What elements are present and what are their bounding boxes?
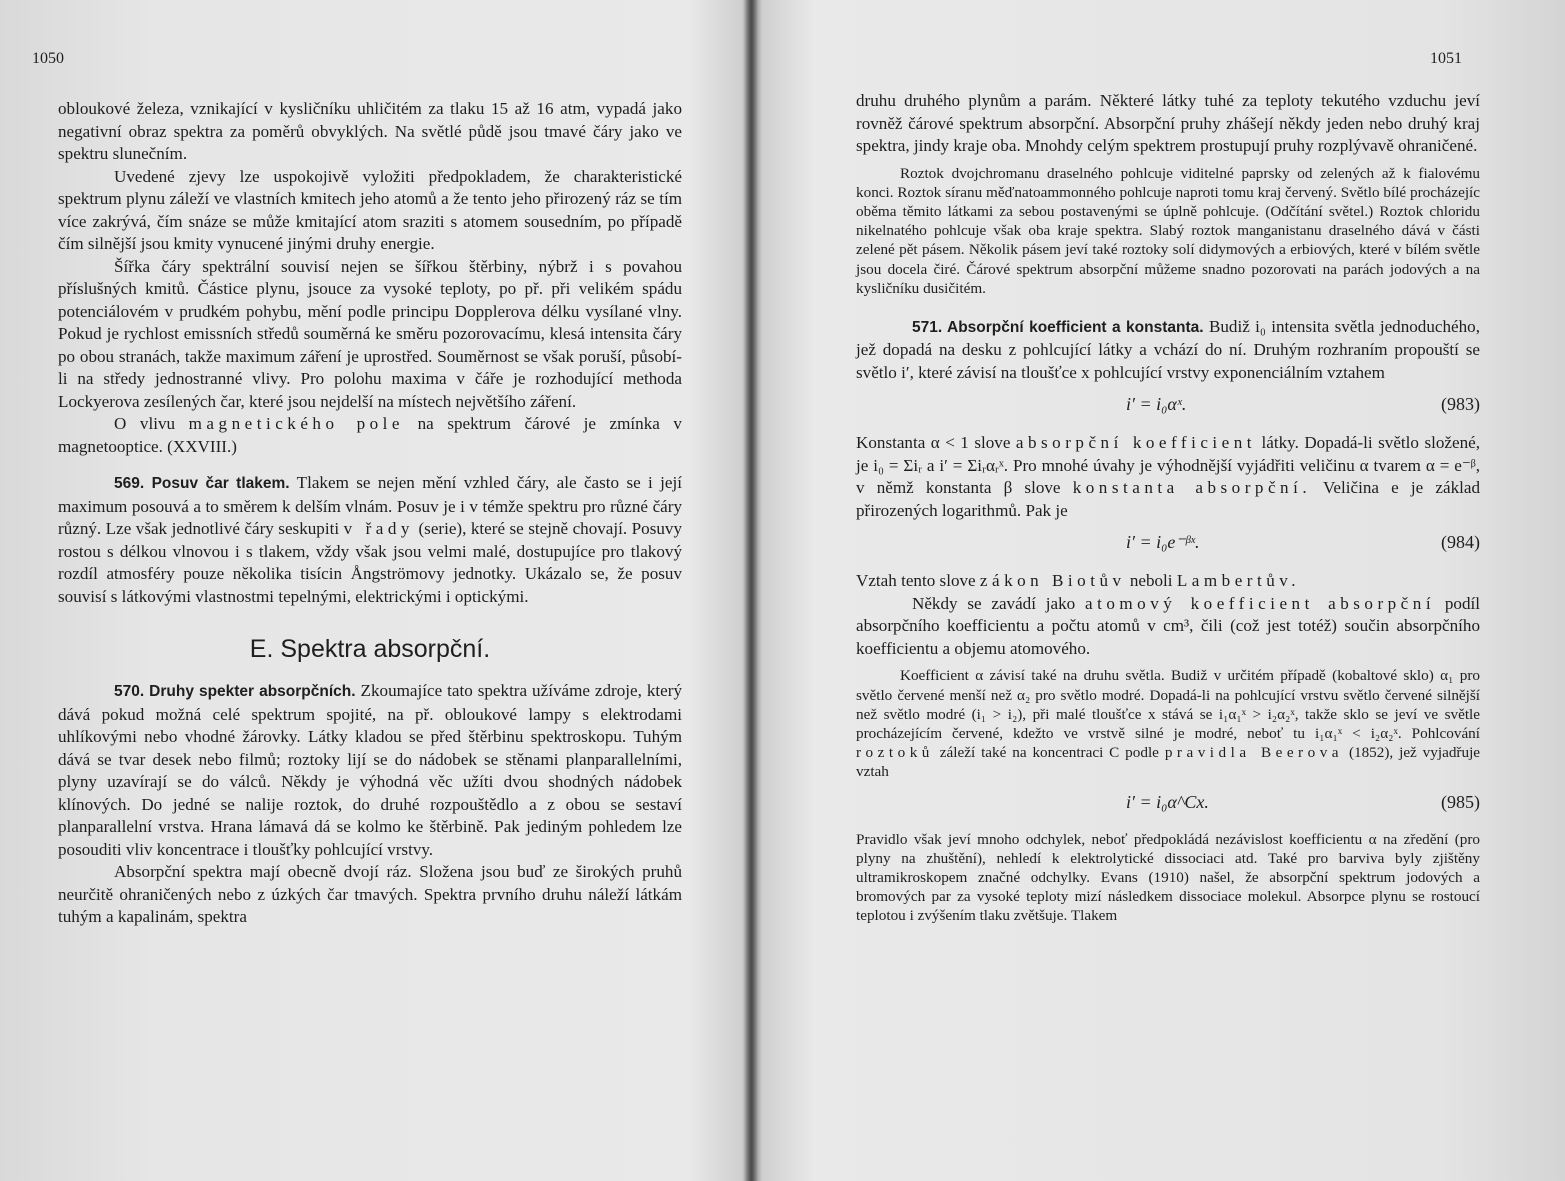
equation-number: (985) (1441, 791, 1480, 812)
paragraph: Někdy se zavádí jako atomový koefficient absorpční podíl absorpčního koefficientu a počtu atomů v cm³, čili (což jest totéž) součin absorpčního koefficientu a objemu atomového. (856, 593, 1481, 658)
paragraph: Vztah tento slove zákon Biotův neboli Lambertův. (856, 571, 1301, 591)
book-gutter (744, 0, 758, 1181)
spaced-term: absorpční koefficient (1015, 433, 1257, 453)
left-page-number: 1050 (32, 50, 64, 67)
equation-985 (856, 786, 1480, 822)
paragraph: O vlivu magnetického pole na spektrum čárové je zmínka v magnetooptice. (XXVIII.) (58, 414, 682, 456)
paragraph: Roztok dvojchromanu draselného pohlcuje viditelné paprsky od zelených až k fialovému konci. Roztok síranu měďnatoammonného pohlcuje naproti tomu kraj červený. Světlo bílé procházejíc oběma těmito látkami za sebou postavenými se úplně pohlcuje. (Odčítání světel.) Roztok chloridu nikelnatého pohlcuje však oba kraje spektra. Slabý roztok manganistanu draselného dává v části zelené pět pásem. Několik pásem jeví také roztoky solí didymových a erbiových, které v bílém světle jsou docela čiré. Čárové spektrum absorpční můžeme snadno pozorovati na parách jodových a na kysličníku dusičitém. (856, 164, 1480, 297)
spaced-term: roztoků (856, 744, 934, 762)
left-text-column (58, 98, 682, 929)
chapter-heading: E. Spektra absorpční. (249, 635, 491, 663)
section-569: 569. Posuv čar tlakem. Tlakem se nejen mění vzhled čáry, ale často se i její maximum posouvá a to směrem k delším vlnám. Posuv je i v témže spektru pro různé čáry různý. Lze však jednotlivé čáry seskupiti v řady (serie), které se stejně chovají. Posuvy rostou s délkou vlnovou i s tlakem, vždy však jsou velmi malé, dostupujíce pro tlakový rozdíl atmosféry pouze několika tisícin Ångströmovy jednotky. Ukázalo se, že posuv souvisí s látkovými vlastnostmi tepelnými, elektrickými i optickými. (58, 473, 683, 606)
right-page (758, 0, 1565, 1181)
section-571: 571. Absorpční koefficient a konstanta. Budiž i₀ intensita světla jednoduchého, jež dopadá na desku z pohlcující látky a vchází do ní. Druhým rozhraním propouští se světlo i′, které závisí na tloušťce x pohlcující vrstvy exponenciálním vztahem (856, 316, 1480, 382)
paragraph: druhu druhého plynům a parám. Některé látky tuhé za teploty tekutého vzduchu jeví rovněž čárové spektrum absorpční. Absorpční pruhy zhášejí někdy jeden nebo druhý kraj spektra, jindy kraje oba. Mnohdy celým spektrem prostupují pruhy rozplývavě ohraničené. (856, 91, 1480, 155)
equation-number: (983) (1441, 394, 1480, 415)
paragraph: Šířka čáry spektrální souvisí nejen se šířkou štěrbiny, nýbrž i s povahou příslušných kmitů. Částice plynu, jsouce za vysoké teploty, po př. při velikém spádu potenciálovém v prudkém pohybu, mění podle principu Dopplerova délku vysílané vlny. Pokud je rychlost emissních středů souměrná ke směru pozorovacímu, klesá intensita čáry po obou stranách, takže maximum záření je uprostřed. Souměrnost se však poruší, působí-li na středy jednostranné vlivy. Pro polohu maxima v čáře je rozhodující methoda Lockyerova zesílených čar, které jsou nejdelší na místech největšího záření. (58, 256, 682, 411)
spaced-term: magnetického pole (188, 414, 405, 433)
equation-984 (856, 526, 1480, 562)
small-print-block (856, 164, 1480, 298)
right-page-number: 1051 (1430, 50, 1462, 67)
spaced-term: konstanta absorpční. (1072, 478, 1312, 498)
paragraph: Pravidlo však jeví mnoho odchylek, neboť předpokládá nezávislost koefficientu α na zředění (pro plyny na zhuštění), nehledí k elektrolytické dissociaci atd. Také pro barviva byly zjištěny ultramikroskopem značné odchylky. Evans (1910) našel, že absorpční spektrum jodových a bromových par za vysoké teploty mizí následkem dissociace molekul. Absorpce plynu se rostoucí teplotou i zvýšením tlaku zvětšuje. Tlakem (856, 830, 1480, 925)
section-heading: 571. Absorpční koefficient a konstanta. (912, 318, 1204, 336)
small-print-block (856, 666, 1480, 925)
spaced-term: v řady (343, 519, 414, 538)
paragraph: obloukové železa, vznikající v kysličníku uhličitém za tlaku 15 až 16 atm, vypadá jako negativní obraz spektra za poměrů obvyklých. Na světlé půdě jsou tmavé čáry jako ve spektru slunečním. (58, 99, 682, 163)
paragraph: Koefficient α závisí také na druhu světla. Budiž v určitém případě (kobaltové sklo) α₁ pro světlo červené menší než α₂ pro světlo modré. Dopadá-li na pohlcující vrstvu světlo červené silnější než světlo modré (i₁ > i₂), při malé tloušťce x stává se i₁α₁ˣ > i₂α₂ˣ, takže sklo se jeví ve světle procházejícím červené, kdežto ve vrstvě silné je modré, neboť tu i₁α₁ˣ < i₂α₂ˣ. Pohlcování roztoků záleží také na koncentraci C podle pravidla Beerova (1852), jež vyjadřuje vztah (856, 667, 1481, 781)
paragraph: Absorpční spektra mají obecně dvojí ráz. Složena jsou buď ze širokých pruhů neurčitě ohraničených nebo z úzkých čar tmavých. Spektra prvního druhu náleží látkám tuhým a kapalinám, spektra (58, 862, 682, 926)
spaced-term: atomový koefficient absorpční (1085, 593, 1436, 613)
equation-formula: i′ = i₀αˣ. (1126, 394, 1187, 415)
equation-983 (856, 388, 1480, 424)
equation-formula: i′ = i₀α^Cx. (1126, 791, 1209, 812)
paragraph: Uvedené zjevy lze uspokojivě vyložiti předpokladem, že charakteristické spektrum plynu záleží ve vlastních kmitech jeho atomů a že tento jeho přirozený ráz se tím více zakrývá, čím snáze se může kmitající atom sraziti s atomem sousedním, po případě čím silnější jsou kmity vynucené jinými druhy energie. (58, 166, 682, 253)
paragraph: Konstanta α < 1 slove absorpční koefficient látky. Dopadá-li světlo složené, je i₀ = Σiᵣ a i′ = Σiᵣαᵣˣ. Pro mnohé úvahy je výhodnější vyjádřiti veličinu α tvarem α = e⁻ᵝ, v němž konstanta β slove konstanta absorpční. Veličina e je základ přirozených logarithmů. Pak je (856, 433, 1481, 520)
spaced-term: Lambertův. (1176, 571, 1301, 591)
right-text-column (856, 90, 1480, 944)
section-570: 570. Druhy spekter absorpčních. Zkoumajíce tato spektra užíváme zdroje, který dává pokud možná celé spektrum spojité, na př. obloukové lampy s elektrodami uhlíkovými nebo vhodné žárovky. Látky kladou se před štěrbinu spektroskopu. Tuhým dává se tvar desek nebo filmů; roztoky lijí se do nádobek se stěnami planparallelními, plyny uzavírají se do válců. Někdy je výhodná věc užíti dvou shodných nádobek klínových. Do jedné se nalije roztok, do druhé rozpouštědlo a z obou se sestaví planparallelní vrstva. Hrana lámavá dá se kolmo ke štěrbině. Pak jediným pohledem lze posouditi vliv koncentrace i tloušťky pohlcující vrstvy. (58, 681, 682, 859)
left-page (0, 0, 744, 1181)
section-heading: 569. Posuv čar tlakem. (114, 475, 290, 492)
spaced-term: pravidla Beerova (1164, 744, 1344, 762)
section-heading: 570. Druhy spekter absorpčních. (114, 683, 356, 700)
spaced-term: zákon Biotův (979, 571, 1126, 591)
equation-formula: i′ = i₀e⁻ᵝˣ. (1126, 532, 1200, 553)
equation-number: (984) (1441, 532, 1480, 553)
